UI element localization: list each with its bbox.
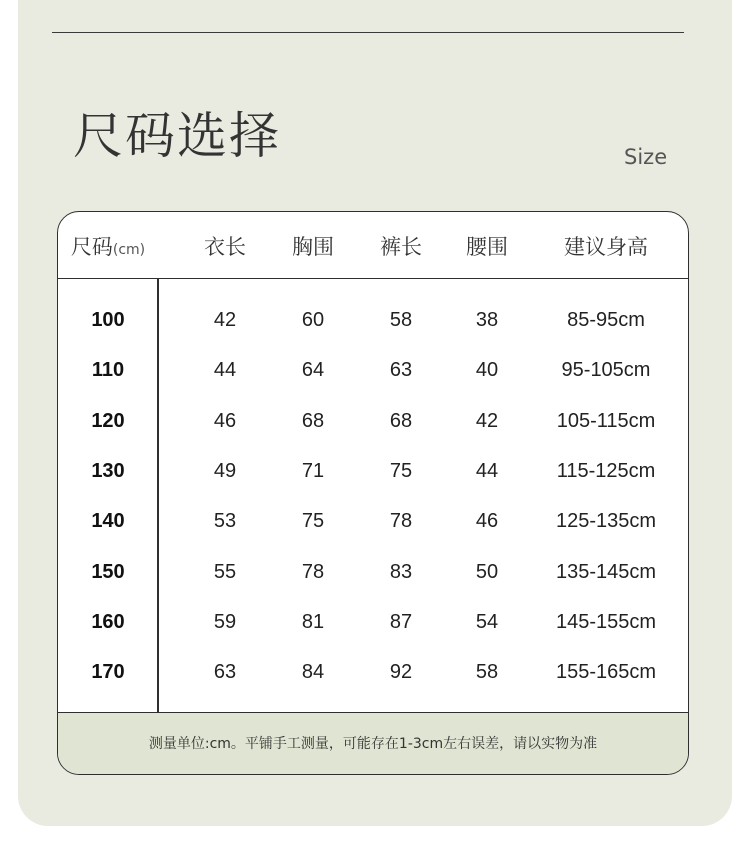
cell-height: 135-145cm: [555, 560, 657, 583]
page-subtitle: Size: [624, 145, 668, 169]
cell-pants-length: 58: [389, 309, 413, 331]
cell-size: 150: [91, 560, 125, 583]
cell-pants-length: 75: [389, 459, 413, 482]
cell-size: 140: [91, 510, 125, 533]
table-row: [58, 345, 688, 395]
cell-chest: 84: [301, 661, 325, 684]
table-row: [58, 446, 688, 496]
cell-size: 120: [91, 409, 125, 432]
cell-size: 170: [91, 661, 125, 684]
cell-waist: 44: [475, 459, 499, 482]
table-row: [58, 295, 688, 345]
cell-length: 53: [213, 510, 237, 533]
cell-chest: 78: [301, 560, 325, 583]
cell-chest: 75: [301, 510, 325, 533]
header-pants-length: 裤长: [380, 235, 422, 259]
cell-waist: 54: [475, 610, 499, 633]
cell-length: 42: [213, 309, 237, 331]
table-footer: [58, 712, 688, 775]
cell-pants-length: 78: [389, 510, 413, 533]
cell-length: 55: [213, 560, 237, 583]
cell-height: 115-125cm: [556, 459, 656, 482]
cell-waist: 46: [475, 510, 499, 533]
cell-height: 85-95cm: [567, 309, 645, 331]
cell-waist: 40: [475, 359, 499, 382]
cell-height: 155-165cm: [555, 661, 657, 684]
cell-chest: 71: [301, 459, 325, 482]
table-row: [58, 597, 688, 647]
cell-length: 59: [213, 610, 237, 633]
cell-pants-length: 63: [389, 359, 413, 382]
header-length: 衣长: [204, 235, 246, 259]
cell-chest: 60: [301, 309, 325, 331]
cell-height: 105-115cm: [556, 409, 656, 432]
table-header: [58, 212, 688, 279]
table-row: [58, 396, 688, 446]
cell-height: 145-155cm: [555, 610, 657, 633]
page-title: 尺码选择: [73, 107, 281, 165]
cell-chest: 64: [301, 359, 325, 382]
cell-size: 160: [91, 610, 125, 633]
cell-chest: 81: [301, 610, 325, 633]
size-table: [57, 211, 689, 775]
cell-pants-length: 92: [389, 661, 413, 684]
cell-waist: 50: [475, 560, 499, 583]
cell-height: 125-135cm: [555, 510, 657, 533]
cell-pants-length: 83: [389, 560, 413, 583]
cell-length: 44: [213, 359, 237, 382]
table-row: [58, 496, 688, 546]
header-chest: 胸围: [292, 235, 334, 259]
header-height: 建议身高: [564, 235, 648, 259]
header-size-label: 尺码: [70, 235, 113, 259]
cell-length: 63: [213, 661, 237, 684]
cell-chest: 68: [301, 409, 325, 432]
cell-pants-length: 68: [389, 409, 413, 432]
header-size: [58, 212, 158, 278]
cell-pants-length: 87: [389, 610, 413, 633]
table-row: [58, 547, 688, 597]
top-divider: [52, 32, 684, 33]
cell-size: 110: [91, 359, 125, 382]
measurement-note: 测量单位:cm。平铺手工测量，可能存在1-3cm左右误差，请以实物为准: [148, 736, 598, 752]
cell-height: 95-105cm: [561, 359, 651, 382]
table-row: [58, 647, 688, 697]
header-size-unit: (cm): [112, 242, 146, 258]
cell-length: 46: [213, 409, 237, 432]
cell-waist: 38: [475, 309, 499, 331]
cell-size: 130: [91, 459, 125, 482]
cell-waist: 42: [475, 409, 499, 432]
header-waist: 腰围: [466, 235, 508, 259]
cell-length: 49: [213, 459, 237, 482]
cell-size: 100: [91, 309, 125, 331]
cell-waist: 58: [475, 661, 499, 684]
